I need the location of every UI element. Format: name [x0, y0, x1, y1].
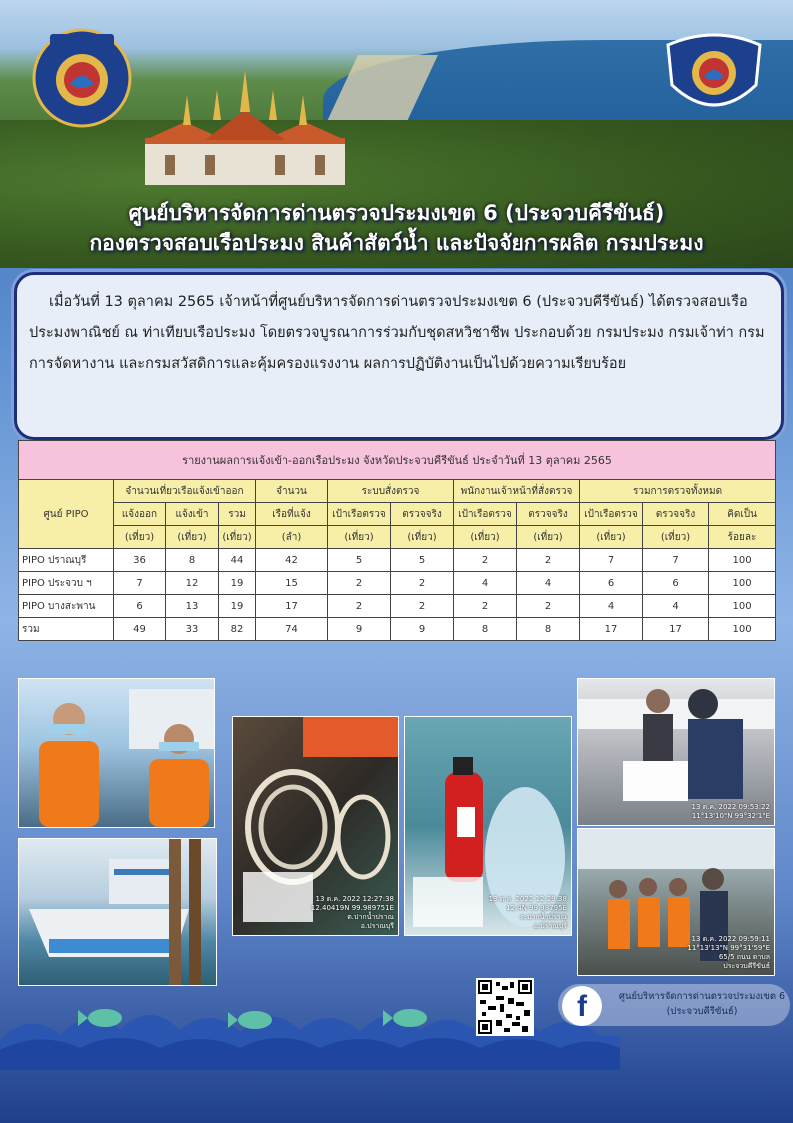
unit-in: (เที่ยว): [166, 526, 219, 549]
row-name: รวม: [19, 618, 114, 641]
sub-off-target: เป้าเรือตรวจ: [454, 503, 517, 526]
cell-sys-actual: 9: [391, 618, 454, 641]
sub-percent: คิดเป็น: [709, 503, 776, 526]
table-total-row: [19, 618, 776, 641]
cell-tot-actual: 17: [643, 618, 709, 641]
unit-boats: (ลำ): [256, 526, 328, 549]
cell-in: 12: [166, 572, 219, 595]
cell-sum: 19: [219, 595, 256, 618]
sub-sys-target: เป้าเรือตรวจ: [328, 503, 391, 526]
cell-sum: 19: [219, 572, 256, 595]
cell-tot-target: 17: [580, 618, 643, 641]
cell-sys-actual: 2: [391, 595, 454, 618]
summary-text: เมื่อวันที่ 13 ตุลาคม 2565 เจ้าหน้าที่ศูนย์บริหารจัดการด่านตรวจประมงเขต 6 (ประจวบคีรีขันธ์) ได้ตรวจสอบเรือประมงพาณิชย์ ณ ท่าเทียบเรือประมง โดยตรวจบูรณาการร่วมกับชุดสหวิชาชีพ ประกอบด้วย กรมประมง กรมเจ้าท่า กรมการจัดหางาน และกรมสวัสดิการและคุ้มครองแรงงาน ผลการปฏิบัติงานเป็นไปด้วยความเรียบร้อย: [29, 294, 765, 372]
sub-out: แจ้งออก: [114, 503, 166, 526]
cell-in: 8: [166, 549, 219, 572]
stamp-line: อ.ปราณบุรี: [360, 922, 394, 930]
cell-out: 49: [114, 618, 166, 641]
banner-title-line1: ศูนย์บริหารจัดการด่านตรวจประมงเขต 6 (ประจวบคีรีขันธ์): [128, 201, 665, 225]
cell-off-actual: 4: [517, 572, 580, 595]
header-officer: พนักงานเจ้าหน้าที่สั่งตรวจ: [454, 480, 580, 503]
photo-ropes-on-deck: [232, 716, 399, 936]
cell-percent: 100: [709, 572, 776, 595]
unit-off-target: (เที่ยว): [454, 526, 517, 549]
photo-fishing-boat: [18, 838, 217, 986]
row-name: PIPO ประจวบ ฯ: [19, 572, 114, 595]
header-boats: จำนวน: [256, 480, 328, 503]
department-of-fisheries-logo: [32, 28, 132, 128]
cell-sys-target: 5: [328, 549, 391, 572]
cell-sys-target: 9: [328, 618, 391, 641]
qr-code-icon: [476, 978, 534, 1036]
unit-tot-actual: (เที่ยว): [643, 526, 709, 549]
photo-stamp: [311, 895, 394, 931]
unit-sum: (เที่ยว): [219, 526, 256, 549]
facebook-page-name-line1: ศูนย์บริหารจัดการด่านตรวจประมงเขต 6: [618, 991, 786, 1002]
summary-box: [14, 272, 784, 440]
cell-boats: 15: [256, 572, 328, 595]
stamp-line: 11°13'10"N 99°32'1"E: [691, 812, 770, 820]
stamp-line: 11°13'13"N 99°31'59"E: [687, 944, 770, 952]
cell-tot-target: 7: [580, 549, 643, 572]
photo-stamp: [687, 935, 770, 971]
stamp-line: 12.40419N 99.989751E: [310, 904, 394, 912]
photo-stamp: [691, 803, 770, 821]
unit-off-actual: (เที่ยว): [517, 526, 580, 549]
table-row: [19, 572, 776, 595]
header-trips: จำนวนเที่ยวเรือแจ้งเข้าออก: [114, 480, 256, 503]
stamp-line: 12.4N 99.98795E: [506, 904, 567, 912]
cell-percent: 100: [709, 595, 776, 618]
row-name: PIPO บางสะพาน: [19, 595, 114, 618]
cell-tot-actual: 7: [643, 549, 709, 572]
photo-crew-inspection: [577, 828, 775, 976]
cell-sys-actual: 2: [391, 572, 454, 595]
cell-boats: 42: [256, 549, 328, 572]
cell-sys-actual: 5: [391, 549, 454, 572]
unit-percent: ร้อยละ: [709, 526, 776, 549]
stamp-line: 13 ต.ค. 2022 12:27:38: [315, 895, 394, 903]
cell-tot-target: 4: [580, 595, 643, 618]
cell-sys-target: 2: [328, 595, 391, 618]
sub-boats: เรือที่แจ้ง: [256, 503, 328, 526]
header-total: รวมการตรวจทั้งหมด: [580, 480, 776, 503]
cell-off-target: 2: [454, 549, 517, 572]
facebook-page-link[interactable]: [558, 984, 790, 1026]
fishery-inspection-logo: [660, 25, 768, 125]
cell-sum: 44: [219, 549, 256, 572]
cell-tot-actual: 4: [643, 595, 709, 618]
cell-out: 7: [114, 572, 166, 595]
stamp-line: อ.ปราณบุรี: [533, 922, 567, 930]
cell-out: 36: [114, 549, 166, 572]
sub-tot-target: เป้าเรือตรวจ: [580, 503, 643, 526]
photo-inspectors-documents: [577, 678, 775, 826]
unit-out: (เที่ยว): [114, 526, 166, 549]
cell-off-actual: 8: [517, 618, 580, 641]
stamp-line: 13 ต.ค. 2022 09:53:22: [691, 803, 770, 811]
cell-boats: 17: [256, 595, 328, 618]
cell-tot-actual: 6: [643, 572, 709, 595]
stamp-line: ประจวบคีรีขันธ์: [723, 962, 770, 970]
stamp-line: ต.ปากน้ำปราณ: [347, 913, 394, 921]
photo-stamp: [488, 895, 567, 931]
cell-off-target: 2: [454, 595, 517, 618]
cell-in: 13: [166, 595, 219, 618]
banner-title: [0, 198, 793, 258]
banner-title-line2: กองตรวจสอบเรือประมง สินค้าสัตว์น้ำ และปัจจัยการผลิต กรมประมง: [89, 231, 704, 255]
sub-sys-actual: ตรวจจริง: [391, 503, 454, 526]
cell-out: 6: [114, 595, 166, 618]
fish-icon: [228, 1011, 272, 1029]
cell-off-target: 4: [454, 572, 517, 595]
header-banner: [0, 0, 793, 268]
cell-in: 33: [166, 618, 219, 641]
temple-illustration: [125, 70, 365, 190]
report-table: [18, 440, 776, 641]
unit-sys-actual: (เที่ยว): [391, 526, 454, 549]
cell-boats: 74: [256, 618, 328, 641]
stamp-line: 65/5 ถนน ตาบล: [718, 953, 770, 961]
cell-percent: 100: [709, 618, 776, 641]
stamp-line: ต.ปากน้ำปราณ: [520, 913, 567, 921]
unit-sys-target: (เที่ยว): [328, 526, 391, 549]
cell-off-actual: 2: [517, 595, 580, 618]
facebook-icon: f: [562, 986, 602, 1026]
sub-sum: รวม: [219, 503, 256, 526]
photo-fire-extinguisher: [404, 716, 572, 936]
stamp-line: 13 ต.ค. 2022 12:29:38: [488, 895, 567, 903]
sub-tot-actual: ตรวจจริง: [643, 503, 709, 526]
table-row: [19, 595, 776, 618]
table-title: รายงานผลการแจ้งเข้า-ออกเรือประมง จังหวัดประจวบคีรีขันธ์ ประจำวันที่ 13 ตุลาคม 2565: [19, 441, 776, 480]
cell-tot-target: 6: [580, 572, 643, 595]
cell-percent: 100: [709, 549, 776, 572]
stamp-line: 13 ต.ค. 2022 09:59:11: [691, 935, 770, 943]
facebook-page-name: [614, 989, 790, 1019]
header-center: ศูนย์ PIPO: [19, 480, 114, 549]
table-row: [19, 549, 776, 572]
row-name: PIPO ปราณบุรี: [19, 549, 114, 572]
header-system: ระบบสั่งตรวจ: [328, 480, 454, 503]
unit-tot-target: (เที่ยว): [580, 526, 643, 549]
sub-off-actual: ตรวจจริง: [517, 503, 580, 526]
photo-officers-life-jackets: [18, 678, 215, 828]
cell-off-target: 8: [454, 618, 517, 641]
facebook-page-name-line2: (ประจวบคีรีขันธ์): [666, 1006, 738, 1017]
sub-in: แจ้งเข้า: [166, 503, 219, 526]
cell-sys-target: 2: [328, 572, 391, 595]
cell-off-actual: 2: [517, 549, 580, 572]
cell-sum: 82: [219, 618, 256, 641]
